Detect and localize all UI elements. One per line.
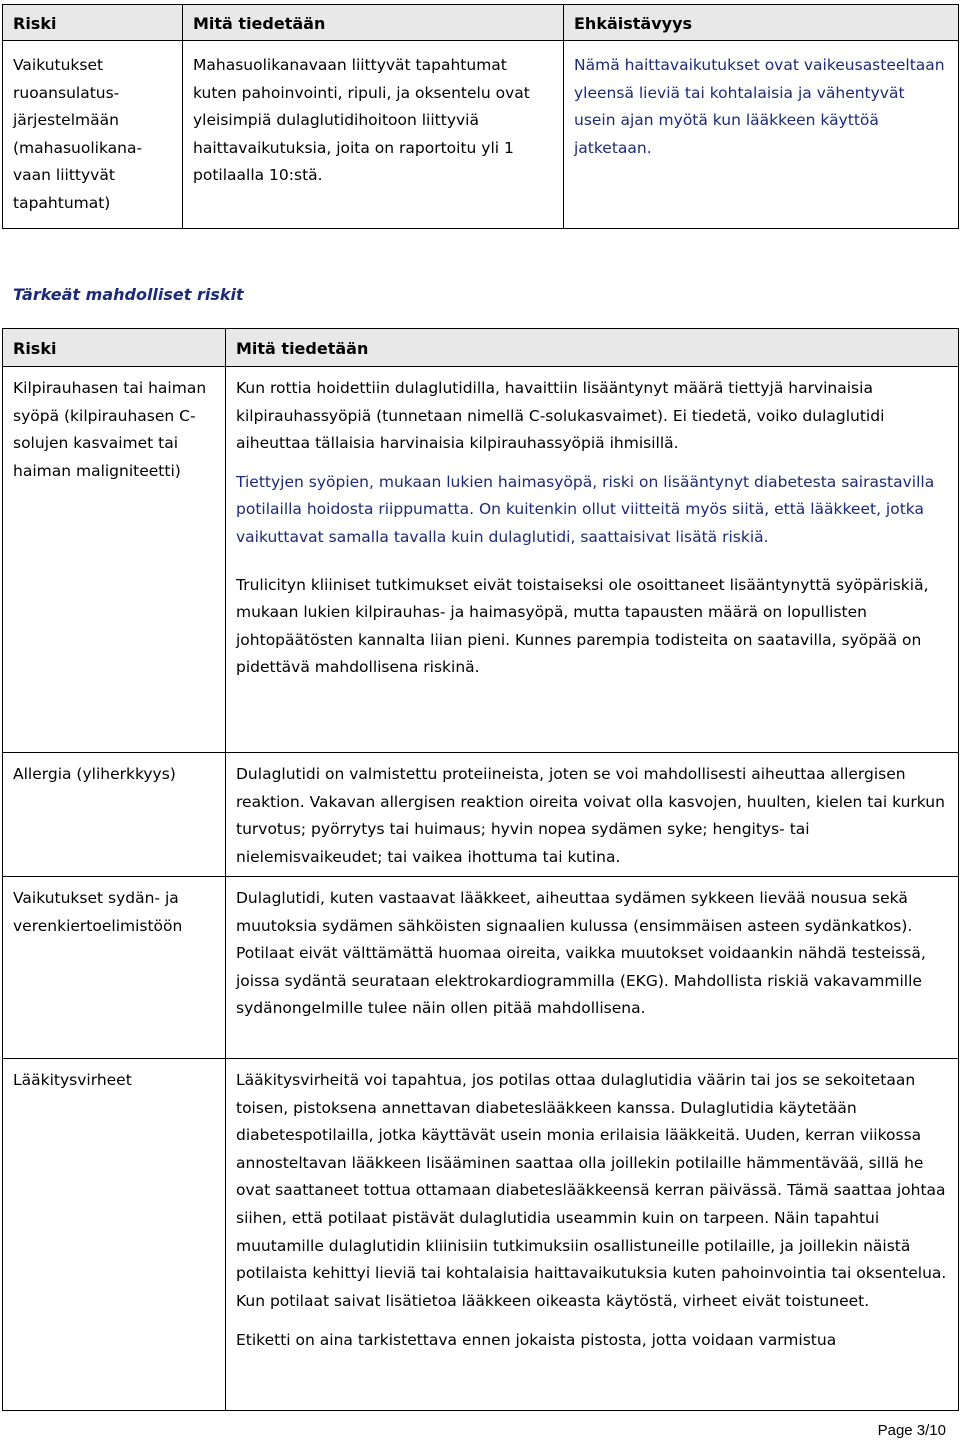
table-row xyxy=(3,367,959,753)
paragraph: Etiketti on aina tarkistettava ennen jokaista pistosta, jotta voidaan varmistua xyxy=(236,1331,837,1350)
risk-cell: Lääkitysvirheet xyxy=(3,1059,226,1411)
table-header-row xyxy=(3,5,959,41)
header-prevention: Ehkäistävyys xyxy=(564,5,959,41)
paragraph: Dulaglutidi, kuten vastaavat lääkkeet, aiheuttaa sydämen sykkeen lievää nousua sekä muutoksia sydämen sähköisten signaalien kulussa (ensimmäisen asteen sydänkatkos). Potilaat eivät välttämättä huomaa oireita, vaikka muutokset voidaankin nähdä testeissä, joissa sydäntä seurataan elektrokardiogrammilla (EKG). Mahdollista riskiä vakavammille sydänongelmille tulee näin ollen pitää mahdollisena. xyxy=(236,889,926,1018)
table-header-row xyxy=(3,329,959,367)
known-cell: Mahasuolikanavaan liittyvät tapahtumat kuten pahoinvointi, ripuli, ja oksentelu ovat yleisimpiä dulaglutidihoitoon liittyviä haittavaikutuksia, joita on raportoitu yli 1 potilaalla 10:stä. xyxy=(183,41,564,229)
page-number: Page 3/10 xyxy=(877,1422,946,1439)
table-row xyxy=(3,877,959,1059)
header-risk: Riski xyxy=(3,329,226,367)
paragraph: Trulicityn kliiniset tutkimukset eivät toistaiseksi ole osoittaneet lisääntynyttä syöpäriskiä, mukaan lukien kilpirauhas- ja haimasyöpä, mutta tapausten määrä on lopullisten johtopäätösten kannalta liian pieni. Kunnes parempia todisteita on saatavilla, syöpää on pidettävä mahdollisena riskinä. xyxy=(236,575,929,677)
prevention-cell: Nämä haittavaikutukset ovat vaikeusasteeltaan yleensä lieviä tai kohtalaisia ja vähentyvät usein ajan myötä kun lääkkeen käyttöä jatketaan. xyxy=(564,41,959,229)
paragraph: Kun rottia hoidettiin dulaglutidilla, havaittiin lisääntynyt määrä tiettyjä harvinaisia kilpirauhassyöpiä (tunnetaan nimellä C-solukasvaimet). Ei tiedetä, voiko dulaglutidi aiheuttaa tällaisia harvinaisia kilpirauhassyöpiä ihmisillä. xyxy=(236,379,885,453)
identified-risks-table xyxy=(2,4,959,229)
table-row xyxy=(3,753,959,877)
risk-cell: Vaikutukset sydän- ja verenkiertoelimistöön xyxy=(3,877,226,1059)
table-row xyxy=(3,41,959,229)
known-cell xyxy=(226,877,959,1059)
known-cell xyxy=(226,367,959,753)
known-cell xyxy=(226,1059,959,1411)
potential-risks-table xyxy=(2,328,959,1411)
header-known: Mitä tiedetään xyxy=(226,329,959,367)
paragraph: Lääkitysvirheitä voi tapahtua, jos potilas ottaa dulaglutidia väärin tai jos se sekoitetaan toisen, pistoksena annettavan diabeteslääkkeen kanssa. Dulaglutidia käytetään diabetespotilailla, jotka käyttävät usein monia erilaisia lääkkeitä. Uuden, kerran viikossa annosteltavan lääkkeen lisääminen saattaa olla joillekin potilaille hämmentävää, sillä he ovat saattaneet tottua ottamaan diabeteslääkkeensä kerran päivässä. Tämä saattaa johtaa siihen, että potilaat pistävät dulaglutidia useammin kuin on tarpeen. Näin tapahtui muutamille dulaglutidin kliinisiin tutkimuksiin osallistuneille potilaille, ja joillekin näistä potilaista kehittyi lieviä tai kohtalaisia haittavaikutuksia kuten pahoinvointia tai oksentelua. Kun potilaat saivat lisätietoa lääkkeen oikeasta käytöstä, virheet eivät toistuneet. xyxy=(236,1071,947,1310)
risk-cell: Vaikutukset ruoansulatus-järjestelmään (mahasuolikana-vaan liittyvät tapahtumat) xyxy=(3,41,183,229)
header-risk: Riski xyxy=(3,5,183,41)
table-row xyxy=(3,1059,959,1411)
header-known: Mitä tiedetään xyxy=(183,5,564,41)
risk-cell: Allergia (yliherkkyys) xyxy=(3,753,226,877)
paragraph: Dulaglutidi on valmistettu proteiineista, joten se voi mahdollisesti aiheuttaa allergisen reaktion. Vakavan allergisen reaktion oireita voivat olla kasvojen, huulten, kielen tai kurkun turvotus; pyörrytys tai huimaus; hyvin nopea sydämen syke; hengitys- tai nielemisvaikeudet; tai vaikea ihottuma tai kutina. xyxy=(236,765,945,866)
section-title: Tärkeät mahdolliset riskit xyxy=(13,285,244,304)
known-cell xyxy=(226,753,959,877)
paragraph: Tiettyjen syöpien, mukaan lukien haimasyöpä, riski on lisääntynyt diabetesta sairastavilla potilailla hoidosta riippumatta. On kuitenkin ollut viitteitä myös siitä, että lääkkeet, jotka vaikuttavat samalla tavalla kuin dulaglutidi, saattaisivat lisätä riskiä. xyxy=(236,472,935,546)
risk-cell: Kilpirauhasen tai haiman syöpä (kilpirauhasen C-solujen kasvaimet tai haiman maligniteetti) xyxy=(3,367,226,753)
